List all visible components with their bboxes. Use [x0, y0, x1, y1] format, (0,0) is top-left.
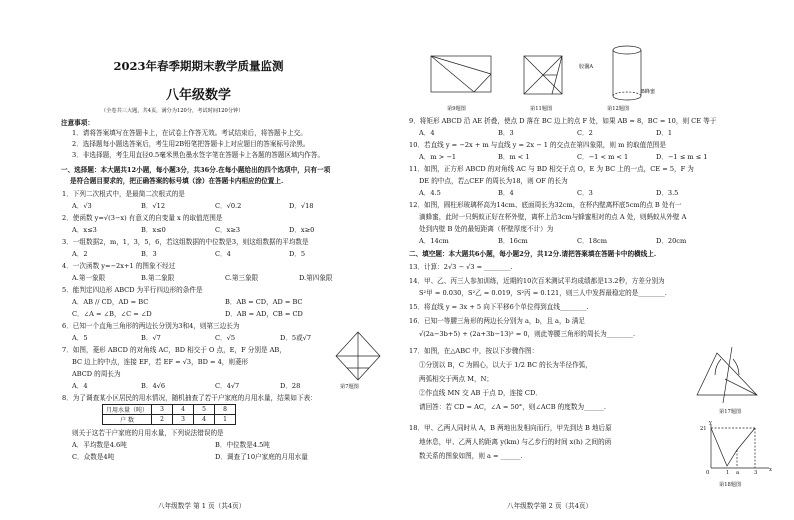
q11-option-b: B．4 [498, 189, 514, 197]
q2-option-a: A．x≤3 [72, 226, 97, 234]
figure-17-caption: 第17题图 [719, 409, 742, 415]
notes-header: 注意事项： [61, 119, 94, 127]
q12-option-b: B．16cm [498, 237, 528, 245]
figure-7-caption: 第7题图 [340, 384, 359, 390]
q11-option-a: A．4.5 [419, 189, 441, 197]
figure-12-caption: 第12题图 [607, 106, 630, 112]
figure-11-square [522, 54, 572, 99]
q3-stem: 3．一组数据2，m，1，3，5，6，若这组数据的中位数是3，则这组数据的平均数是 [62, 238, 309, 246]
table-cell: 3 [173, 415, 194, 425]
table-row [103, 415, 236, 425]
right-footer: 八年级数学第 2 页（共4页） [507, 502, 593, 510]
q1-stem: 1．下列二次根式中，是最简二次根式的是 [62, 190, 185, 198]
q12-option-a: A．14cm [419, 237, 449, 245]
q7-option-d: D．28 [280, 382, 301, 390]
q11-line-1: 11．如图，正方形 ABCD 的对角线 AC 与 BD 相交于点 O，E 为 BC 上的一点，CE = 5，F 为 [409, 165, 694, 173]
table-cell: 户 数 [103, 415, 152, 425]
q10-option-a: A．m > −1 [419, 153, 457, 161]
figure-18-tick: a [736, 470, 740, 476]
table-row [103, 405, 236, 415]
q1-option-a: A．√3 [72, 202, 92, 210]
q7-option-a: A．4 [72, 382, 88, 390]
q8-option-b: B．中位数是4.5吨 [215, 441, 270, 449]
table-cell: 1 [215, 415, 236, 425]
water-usage-table [102, 404, 236, 425]
q2-option-c: C．x≥3 [215, 226, 241, 234]
section1-line-1: 一、选择题：本大题共12小题，每小题3分，共36分.在每小题给出的四个选项中，只有一项 [61, 166, 331, 174]
exam-subtitle: 八年级数学 [165, 88, 231, 103]
q3-option-d: D．5 [289, 250, 306, 258]
section2-header: 二、填空题：本大题共6小题，每小题2分，共12分.请把答案填在答题卡中的横线上. [409, 250, 657, 258]
q6-option-b: B．√7 [141, 334, 161, 342]
q17-line-3: 两弧相交于两点 M，N； [419, 375, 493, 383]
figure-18-tick: 1 [726, 470, 730, 476]
figure-18-tick: 21 [700, 426, 707, 432]
right-page [397, 0, 794, 520]
q13-stem: 13．计算：2√3 − √3 = ________. [409, 263, 513, 271]
q10-option-c: C．−1 < m < 1 [577, 153, 629, 161]
q8-option-d: D．调查了10户家庭的月用水量 [215, 453, 308, 461]
q17-line-4: ②作直线 MN 交 AB 于点 D，连接 CD． [419, 389, 542, 397]
q10-option-d: D．−1 ≤ m ≤ 1 [656, 153, 708, 161]
table-cell: 4 [173, 405, 194, 415]
figure-7-rhombus [330, 330, 390, 385]
q10-stem: 10．若直线 y = −2x + m 与直线 y = 2x − 1 的交点在第四象限，则 m 的取值范围是 [409, 141, 666, 149]
q8-stem: 8．为了调查某小区居民的用水情况，随机抽查了若干户家庭的月用水量，结果如下表： [62, 394, 317, 402]
q8-option-a: A．平均数是4.6吨 [72, 441, 127, 449]
q9-stem: 9．将矩形 ABCD 沿 AE 折叠，使点 D 落在 BC 边上的点 F 处，如果 AB = 8，BC = 10，则 CE 等于 [409, 117, 717, 125]
table-cell: 2 [152, 415, 173, 425]
q2-stem: 2．使函数 y=√(3−x) 有意义的自变量 x 的取值范围是 [62, 214, 223, 222]
q17-line-2: ①分别以 B，C 为圆心，以大于 1/2 BC 的长为半径作弧， [419, 361, 592, 369]
q18-line-1: 18．甲、乙两人同时从 A，B 两地出发相向而行，甲先到达 B 地后原 [409, 424, 612, 432]
figure-12-label-b: B蜂蜜 [641, 89, 656, 95]
q1-option-d: D．√18 [289, 202, 314, 210]
q3-option-b: B．3 [141, 250, 157, 258]
figure-11-caption: 第11题图 [530, 106, 553, 112]
figure-18-tick: 0 [706, 470, 710, 476]
table-cell: 3 [152, 405, 173, 415]
left-footer: 八年级数学 第 1 页（共4页） [158, 502, 246, 510]
q7-option-c: C．4√7 [215, 382, 240, 390]
q9-option-c: C．2 [577, 129, 593, 137]
q1-option-c: C．√0.2 [215, 202, 242, 210]
q6-option-c: C．√5 [215, 334, 236, 342]
exam-note: （全卷共三大题，共4页，满分为120分，考试时间120分钟） [101, 108, 244, 114]
q4-stem: 4．一次函数 y=−2x+1 的图象不经过 [62, 262, 176, 270]
q2-option-d: D．x≥0 [289, 226, 315, 234]
q8-after: 则关于这若干户家庭的月用水量，下列说法错误的是 [72, 429, 224, 437]
q12-line-1: 12．如图，圆柱形玻璃杯高为14cm、底面周长为32cm，在杯内壁离杯底5cm的点 B 处有一 [409, 201, 682, 209]
q4-option-c: C.第三象限 [225, 274, 259, 282]
table-cell: 8 [215, 405, 236, 415]
q14-line-2: S²甲 = 0.030，S²乙 = 0.019，S²丙 = 0.121，则三人中发挥最稳定的是________. [419, 289, 667, 297]
q6-option-d: D．5或√7 [280, 334, 312, 342]
q3-option-c: C．4 [215, 250, 231, 258]
q16-line-2: √(2a−3b+5) + (2a+3b−13)² = 0，则此等腰三角形的周长为________. [419, 330, 636, 338]
figure-9-rectangle [429, 54, 499, 99]
note-3: 3．非选择题，考生用直径0.5毫米黑色墨水签字笔在答题卡上各题的答题区域内作答。 [72, 151, 325, 159]
q14-line-1: 14．甲、乙、丙三人参加训练，近期的10次百米测试平均成绩都是13.2秒，方差分别为 [409, 277, 665, 285]
table-cell: 4 [194, 415, 215, 425]
q11-line-2: DE 的中点，若△CEF 的周长为18，则 OF 的长为 [419, 177, 568, 185]
q5-option-c: C．∠A = ∠B，∠C = ∠D [72, 310, 152, 318]
q12-line-2: 滴蜂蜜，此时一只蚂蚁正好在杯外壁，离杯上沿3cm与蜂蜜相对的点 A 处，则蚂蚁从外壁 A [419, 213, 687, 221]
q17-line-5: 请回答：若 CD = AC，∠A = 50°，则∠ACB 的度数为______. [419, 403, 606, 411]
q12-line-3: 处到内壁 B 处的最短距离（杯壁厚度不计）为 [419, 225, 554, 233]
q12-option-d: D．20cm [656, 237, 687, 245]
q12-option-c: C．18cm [577, 237, 607, 245]
figure-9-caption: 第9题图 [447, 106, 466, 112]
q8-option-c: C．众数是4吨 [72, 453, 115, 461]
note-1: 1．请将答案填写在答题卡上，在试卷上作答无效。考试结束后，将答题卡上交。 [72, 129, 307, 137]
q7-line-1: 7．如图，菱形 ABCD 的对角线 AC，BD 相交于 O 点，E，F 分别是 AB， [62, 346, 286, 354]
q5-option-b: B．AB = CD，AD = BC [225, 298, 303, 306]
q5-option-d: D．AB = AD，CB = CD [225, 310, 303, 318]
figure-12-label-a: 胶囊A [579, 64, 594, 70]
section1-line-2: 是符合题目要求的，把正确答案的标号填（涂）在答题卡内相应的位置上. [70, 177, 284, 185]
q3-option-a: A．2 [72, 250, 88, 258]
table-cell: 5 [194, 405, 215, 415]
q10-option-b: B．m < 1 [498, 153, 530, 161]
figure-18-x-label: x [769, 467, 772, 473]
figure-17-triangle [687, 345, 767, 405]
q9-option-a: A．4 [419, 129, 435, 137]
q16-line-1: 16．已知一等腰三角形的两边长分别为 a，b，且 a，b 满足 [409, 317, 586, 325]
note-2: 2．选择题每小题选答案后，考生用2B铅笔把答题卡上对应题目的答案标号涂黑。 [72, 140, 310, 148]
q4-option-d: D.第四象限 [299, 274, 333, 282]
q15-stem: 15．将直线 y = 3x + 5 向下平移6个单位得到直线________. [409, 303, 589, 311]
q18-line-3: 数关系的图象如图，则 a = ______. [419, 452, 523, 460]
table-cell: 月用水量（吨） [103, 405, 152, 415]
q7-line-3: ABCD 的周长为 [72, 370, 121, 378]
figure-18-caption: 第18题图 [719, 482, 742, 488]
q5-option-a: A．AB // CD，AD = BC [72, 298, 149, 306]
q9-option-b: B．3 [498, 129, 514, 137]
q9-option-d: D．1 [656, 129, 673, 137]
q6-stem: 6．已知一个直角三角形的两边长分别为3和4，则第三边长为 [62, 322, 240, 330]
q2-option-b: B．x≤0 [141, 226, 166, 234]
q6-option-a: A．5 [72, 334, 88, 342]
figure-18-tick: 3 [754, 470, 758, 476]
figure-18-y-label: y [709, 420, 712, 426]
q1-option-b: B．√12 [141, 202, 166, 210]
q17-line-1: 17．如图，在△ABC 中，按以下步骤作图： [409, 347, 539, 355]
q18-line-2: 地休息，甲、乙两人的距离 y(km) 与乙步行的时间 x(h) 之间的函 [419, 438, 612, 446]
q4-option-b: B.第二象限 [141, 274, 175, 282]
q11-option-c: C．3 [577, 189, 593, 197]
q7-option-b: B．4√6 [141, 382, 166, 390]
q11-option-d: D．3.5 [656, 189, 679, 197]
q4-option-a: A.第一象限 [72, 274, 106, 282]
q7-line-2: BC 边上的中点，连接 EF，若 EF = √3，BD = 4，则菱形 [72, 358, 249, 366]
q5-stem: 5．能判定四边形 ABCD 为平行四边形的条件是 [62, 286, 203, 294]
exam-title: 2023年春季期期末教学质量监测 [113, 59, 284, 73]
